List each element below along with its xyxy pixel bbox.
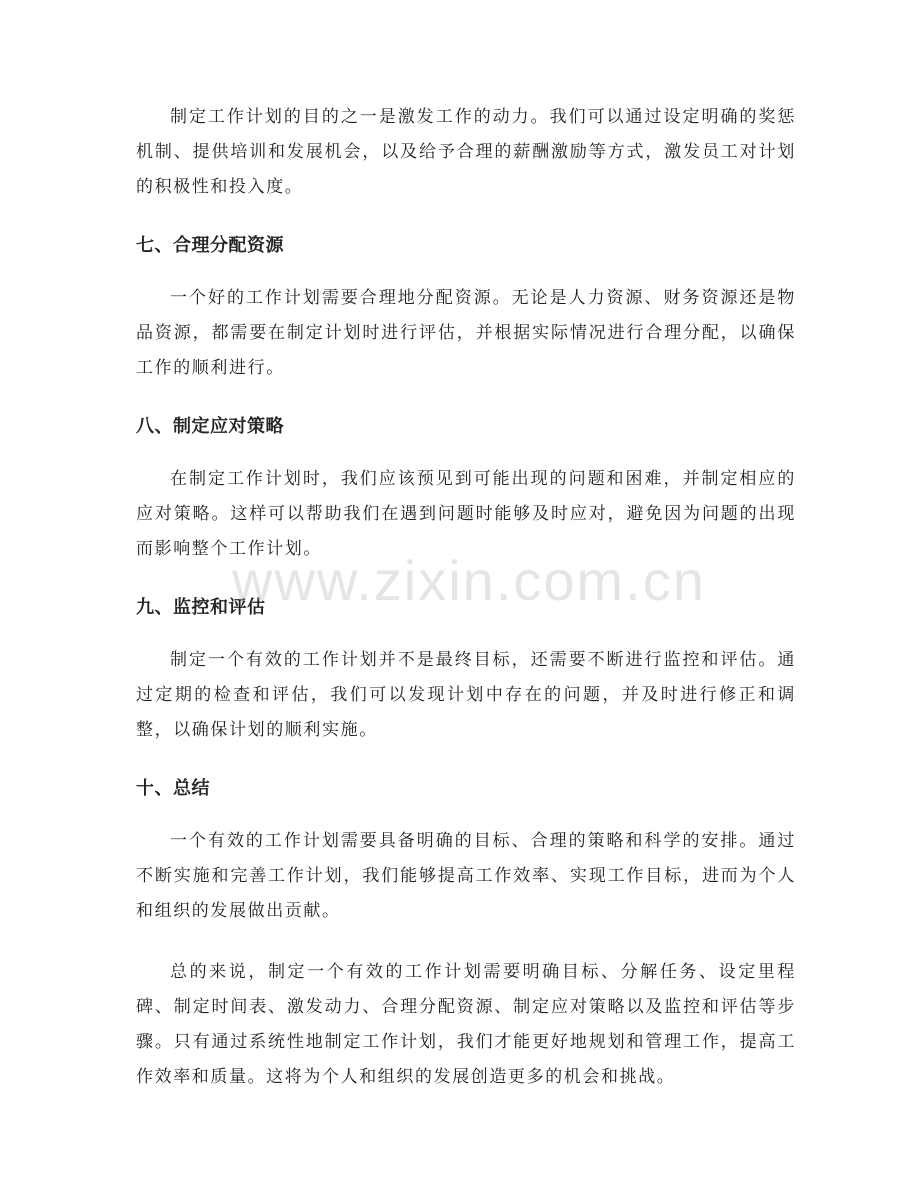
heading-section-8: 八、制定应对策略 xyxy=(136,416,284,437)
document-body xyxy=(136,100,796,1095)
paragraph-section-10-b: 总的来说，制定一个有效的工作计划需要明确目标、分解任务、设定里程碑、制定时间表、激发动力、合理分配资源、制定应对策略以及监控和评估等步骤。只有通过系统性地制定工作计划，我们才能更好地规划和管理工作，提高工作效率和质量。这将为个人和组织的发展创造更多的机会和挑战。 xyxy=(136,962,796,1087)
paragraph-section-9: 制定一个有效的工作计划并不是最终目标，还需要不断进行监控和评估。通过定期的检查和评估，我们可以发现计划中存在的问题，并及时进行修正和调整，以确保计划的顺利实施。 xyxy=(136,650,796,740)
heading-section-9: 九、监控和评估 xyxy=(136,597,266,618)
heading-section-10: 十、总结 xyxy=(136,778,210,799)
paragraph-section-8: 在制定工作计划时，我们应该预见到可能出现的问题和困难，并制定相应的应对策略。这样可以帮助我们在遇到问题时能够及时应对，避免因为问题的出现而影响整个工作计划。 xyxy=(136,469,796,559)
heading-section-7: 七、合理分配资源 xyxy=(136,235,284,256)
paragraph-section-7: 一个好的工作计划需要合理地分配资源。无论是人力资源、财务资源还是物品资源，都需要在制定计划时进行评估，并根据实际情况进行合理分配，以确保工作的顺利进行。 xyxy=(136,288,796,378)
watermark-text: www.zixin.com.cn xyxy=(232,549,706,612)
paragraph-section-10-a: 一个有效的工作计划需要具备明确的目标、合理的策略和科学的安排。通过不断实施和完善工作计划，我们能够提高工作效率、实现工作目标，进而为个人和组织的发展做出贡献。 xyxy=(136,831,796,921)
paragraph-motivation: 制定工作计划的目的之一是激发工作的动力。我们可以通过设定明确的奖惩机制、提供培训和发展机会，以及给予合理的薪酬激励等方式，激发员工对计划的积极性和投入度。 xyxy=(136,107,796,197)
